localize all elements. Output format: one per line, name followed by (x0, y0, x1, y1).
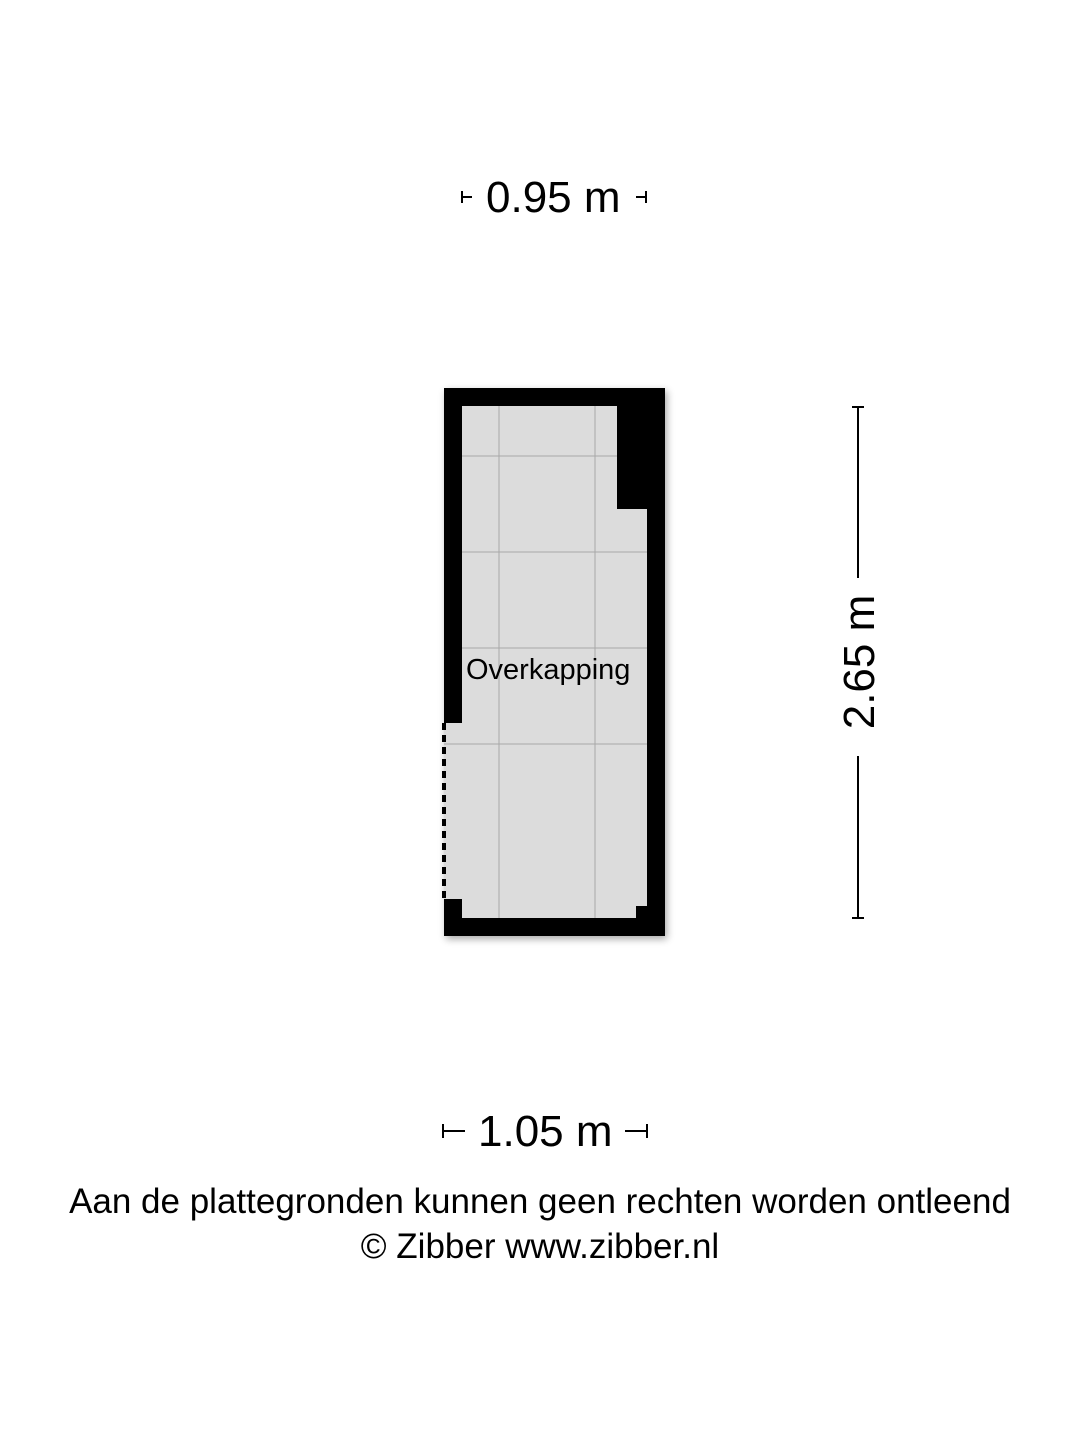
wall-bottom-right-stub (636, 906, 665, 936)
bottom-width-dimension: 1.05 m (478, 1107, 613, 1156)
right-height-dimension: 2.65 m (835, 594, 884, 730)
room-name-label: Overkapping (466, 654, 631, 686)
wall-bottom (444, 918, 665, 936)
wall-right-column (617, 388, 665, 509)
wall-left-upper (444, 388, 462, 723)
wall-left-lower-stub (444, 899, 462, 936)
top-width-dimension: 0.95 m (486, 173, 621, 222)
disclaimer-text: Aan de plattegronden kunnen geen rechten worden ontleend (69, 1182, 1011, 1221)
copyright-text: © Zibber www.zibber.nl (360, 1227, 720, 1266)
